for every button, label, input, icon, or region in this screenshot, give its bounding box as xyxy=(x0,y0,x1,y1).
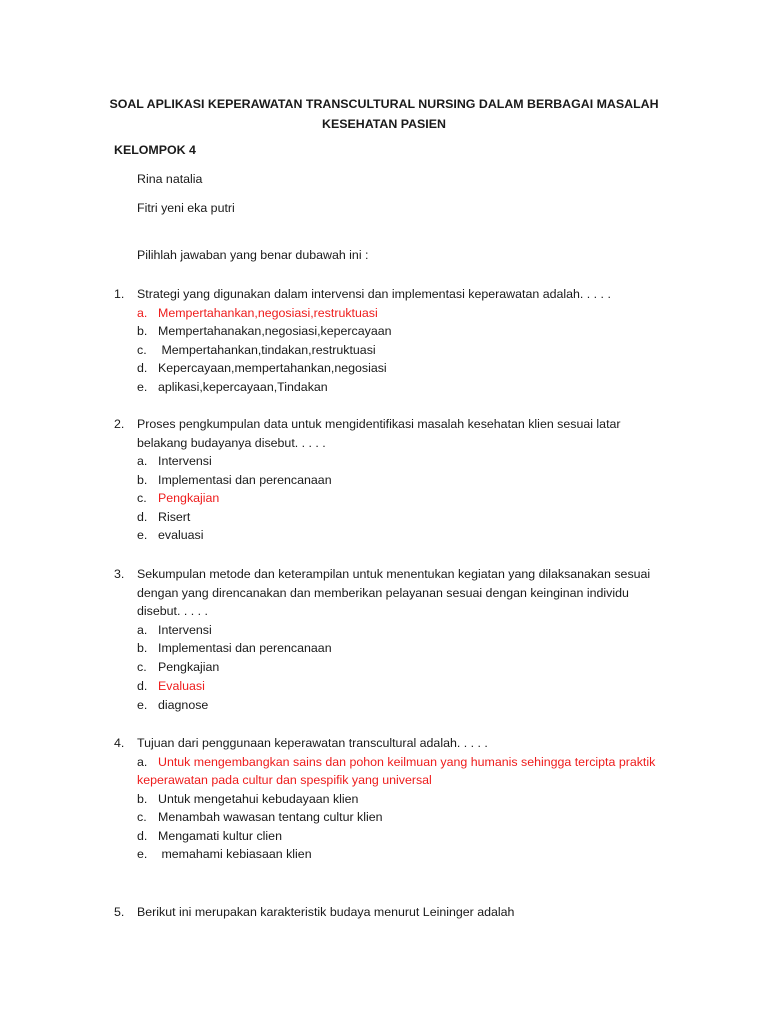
answer-option: d. Kepercayaan,mempertahankan,negosiasi xyxy=(137,361,387,375)
answer-option-correct: a. Mempertahankan,negosiasi,restruktuasi xyxy=(137,305,378,320)
question-number: 5. xyxy=(114,905,125,919)
question-text: Berikut ini merupakan karakteristik budaya menurut Leininger adalah xyxy=(137,905,515,919)
answer-option: b. Mempertahanakan,negosiasi,kepercayaan xyxy=(137,324,392,338)
answer-option: d. Mengamati kultur clien xyxy=(137,828,282,843)
question-text: Proses pengkumpulan data untuk mengidentifikasi masalah kesehatan klien sesuai latar xyxy=(137,417,621,431)
answer-option: a. Intervensi xyxy=(137,622,212,637)
answer-option: e. evaluasi xyxy=(137,528,204,542)
answer-option: b. Implementasi dan perencanaan xyxy=(137,472,332,487)
group-label: KELOMPOK 4 xyxy=(114,143,196,157)
question-text: belakang budayanya disebut. . . . . xyxy=(137,435,326,450)
answer-option-correct: c. Pengkajian xyxy=(137,491,220,505)
title-line-2: KESEHATAN PASIEN xyxy=(322,117,446,131)
answer-option-correct: a. Untuk mengembangkan sains dan pohon keilmuan yang humanis sehingga tercipta praktik xyxy=(137,754,656,769)
question-text: Strategi yang digunakan dalam intervensi dan implementasi keperawatan adalah. . . . . xyxy=(137,287,611,301)
answer-option: e. aplikasi,kepercayaan,Tindakan xyxy=(137,379,328,394)
member-name: Rina natalia xyxy=(137,172,203,186)
member-name: Fitri yeni eka putri xyxy=(137,201,235,215)
answer-option-correct: d. Evaluasi xyxy=(137,679,205,693)
answer-option: c. Menambah wawasan tentang cultur klien xyxy=(137,810,383,824)
question-text: Tujuan dari penggunaan keperawatan transcultural adalah. . . . . xyxy=(137,736,488,750)
question-number: 2. xyxy=(114,417,125,431)
instruction-text: Pilihlah jawaban yang benar dubawah ini : xyxy=(137,248,369,262)
answer-option-continuation: keperawatan pada cultur dan spespifik yang universal xyxy=(137,773,432,787)
title-line-1: SOAL APLIKASI KEPERAWATAN TRANSCULTURAL NURSING DALAM BERBAGAI MASALAH xyxy=(109,97,659,111)
answer-option: e. memahami kebiasaan klien xyxy=(137,847,312,861)
question-number: 1. xyxy=(114,287,125,301)
answer-option: c. Mempertahankan,tindakan,restruktuasi xyxy=(137,342,376,357)
answer-option: b. Untuk mengetahui kebudayaan klien xyxy=(137,791,359,806)
answer-option: b. Implementasi dan perencanaan xyxy=(137,641,332,655)
answer-option: a. Intervensi xyxy=(137,454,212,468)
question-number: 4. xyxy=(114,736,125,750)
question-text: disebut. . . . . xyxy=(137,604,208,618)
question-text: Sekumpulan metode dan keterampilan untuk menentukan kegiatan yang dilaksanakan sesuai xyxy=(137,567,651,581)
question-number: 3. xyxy=(114,567,125,581)
answer-option: c. Pengkajian xyxy=(137,659,220,674)
question-text: dengan yang direncanakan dan memberikan pelayanan sesuai dengan keinginan individu xyxy=(137,585,629,600)
answer-option: d. Risert xyxy=(137,509,191,524)
document-title xyxy=(100,94,668,134)
answer-option: e. diagnose xyxy=(137,698,209,712)
